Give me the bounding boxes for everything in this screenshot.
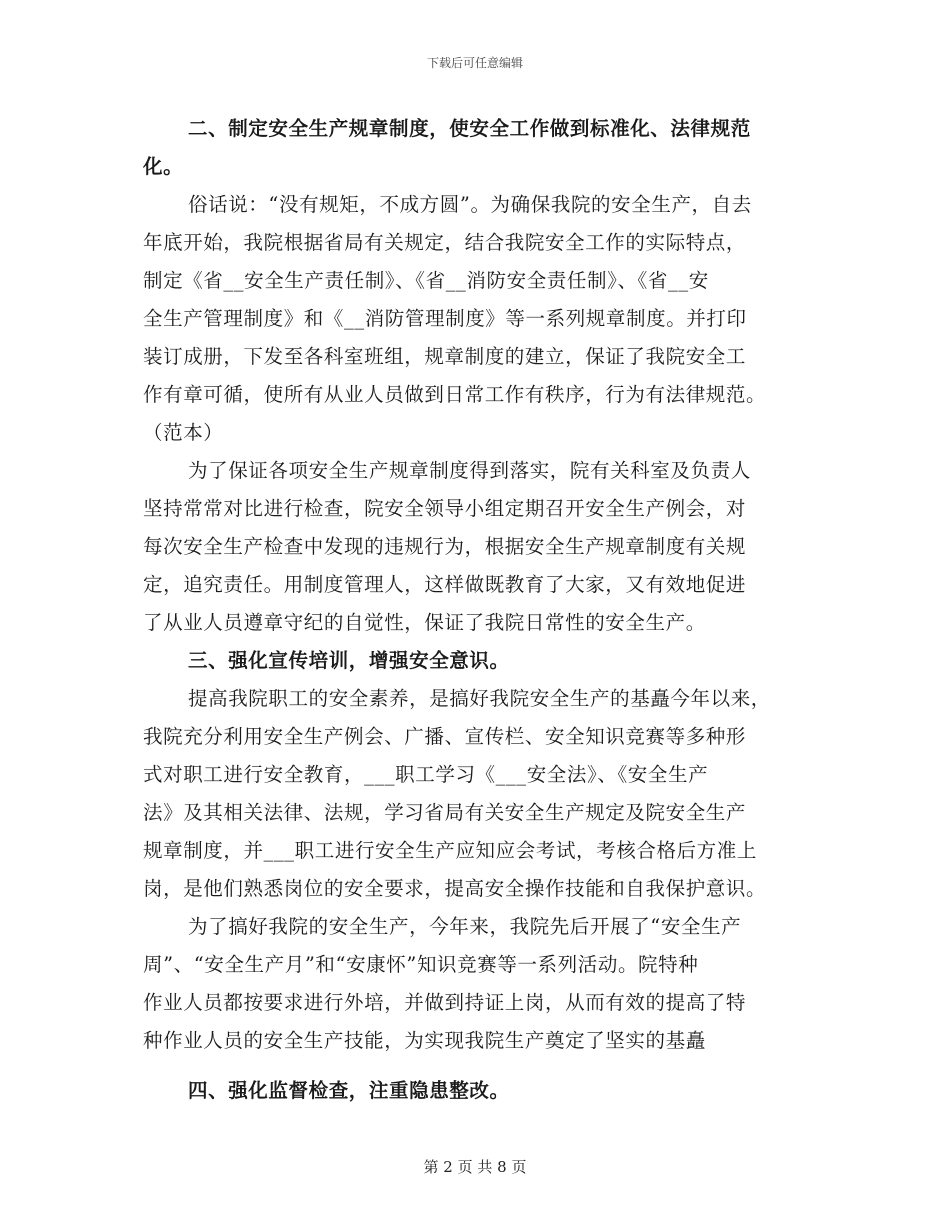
paragraph-line: 作有章可循，使所有从业人员做到日常工作有秩序，行为有法律规范。 <box>143 383 767 406</box>
paragraph-line: 制定《省__安全生产责任制》、《省__消防安全责任制》、《省__安 <box>143 269 709 292</box>
paragraph-line: 法》及其相关法律、法规，学习省局有关安全生产规定及院安全生产 <box>143 801 747 824</box>
paragraph-line: 装订成册，下发至各科室班组，规章制度的建立，保证了我院安全工 <box>143 345 747 368</box>
section-heading: 四、强化监督检查，注重隐患整改。 <box>188 1079 510 1102</box>
section-heading: 二、制定安全生产规章制度，使安全工作做到标准化、法律规范 <box>188 117 751 140</box>
paragraph-line: 种作业人员的安全生产技能，为实现我院生产奠定了坚实的基矗 <box>143 1029 706 1052</box>
paragraph-line: 我院充分利用安全生产例会、广播、宣传栏、安全知识竞赛等多种形 <box>143 725 747 748</box>
paragraph-line: 了从业人员遵章守纪的自觉性，保证了我院日常性的安全生产。 <box>143 611 706 634</box>
paragraph-line: 作业人员都按要求进行外培，并做到持证上岗，从而有效的提高了特 <box>143 991 747 1014</box>
page-header: 下载后可任意编辑 <box>426 56 523 70</box>
paragraph-line: 定，追究责任。用制度管理人，这样做既教育了大家，又有效地促进 <box>143 573 747 596</box>
paragraph-line: 每次安全生产检查中发现的违规行为，根据安全生产规章制度有关规 <box>143 535 747 558</box>
paragraph-line: 全生产管理制度》和《__消防管理制度》等一系列规章制度。并打印 <box>143 307 747 330</box>
section-heading: 化。 <box>143 155 184 178</box>
page-footer: 第 2 页 共 8 页 <box>423 1158 527 1176</box>
paragraph-line: 为了搞好我院的安全生产，今年来，我院先后开展了“安全生产 <box>188 915 742 938</box>
paragraph-line: 坚持常常对比进行检查，院安全领导小组定期召开安全生产例会，对 <box>143 497 747 520</box>
paragraph-line: 周”、“安全生产月”和“安康怀”知识竞赛等一系列活动。院特种 <box>143 953 699 976</box>
paragraph-line: （范本） <box>143 421 224 444</box>
paragraph-line: 俗话说：“没有规矩，不成方圆”。为确保我院的安全生产，自去 <box>188 193 752 216</box>
section-heading: 三、强化宣传培训，增强安全意识。 <box>188 649 510 672</box>
paragraph-line: 式对职工进行安全教育，___职工学习《___安全法》、《安全生产 <box>143 763 709 786</box>
paragraph-line: 岗，是他们熟悉岗位的安全要求，提高安全操作技能和自我保护意识。 <box>143 877 767 900</box>
document-body <box>143 110 805 1110</box>
paragraph-line: 提高我院职工的安全素养，是搞好我院安全生产的基矗今年以来， <box>188 687 771 710</box>
paragraph-line: 规章制度，并___职工进行安全生产应知应会考试，考核合格后方准上 <box>143 839 757 862</box>
paragraph-line: 年底开始，我院根据省局有关规定，结合我院安全工作的实际特点， <box>143 231 747 254</box>
paragraph-line: 为了保证各项安全生产规章制度得到落实，院有关科室及负责人 <box>188 459 751 482</box>
